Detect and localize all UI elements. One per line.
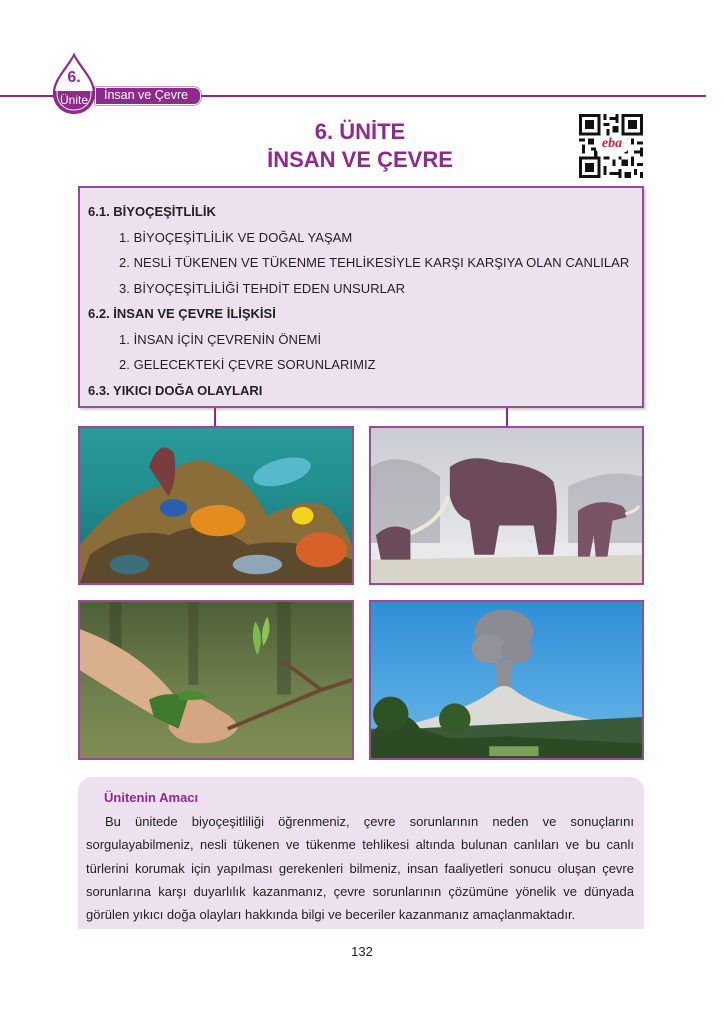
- aim-heading: Ünitenin Amacı: [104, 790, 199, 805]
- aim-paragraph: Bu ünitede biyoçeşitliliği öğrenmeniz, çevre sorunlarının neden ve sonuçlarını sorgulayabilmeniz, nesli tükenen ve tükenme tehlikesi altında bulunan canlıları ve bu canlı türlerini korumak için yapılması gerekenleri bilmeniz, insan faaliyetleri sonucu oluşan çevre sorunlarına karşı duyarlılık kazanmanız, çevre sorunlarının çözümüne yönelik ve dünyada görülen yıkıcı doğa olayları hakkında bilgi ve beceriler kazanmanız amaçlanmaktadır.: [86, 814, 634, 923]
- connector-line-left: [214, 408, 216, 427]
- unit-aim-box: [78, 777, 644, 929]
- title-line-topic: İNSAN VE ÇEVRE: [267, 147, 453, 172]
- title-line-unit: 6. ÜNİTE: [314, 119, 406, 144]
- volcano-image: [371, 602, 642, 758]
- coral-reef-image: [80, 428, 352, 583]
- section-heading: 6.2. İNSAN VE ÇEVRE İLİŞKİSİ: [88, 306, 276, 321]
- unit-badge: [51, 53, 97, 115]
- section-heading: 6.3. YIKICI DOĞA OLAYLARI: [88, 382, 263, 398]
- page-number: 132: [351, 944, 373, 959]
- subsection-item: 3. BİYOÇEŞİTLİLİĞİ TEHDİT EDEN UNSURLAR: [119, 280, 406, 296]
- section-heading: 6.1. BİYOÇEŞİTLİLİK: [88, 204, 216, 219]
- photo-hand-branch: [78, 600, 354, 760]
- unit-contents-box: [78, 186, 644, 408]
- eba-logo: eba: [596, 137, 628, 152]
- unit-number: 6.: [67, 69, 81, 86]
- connector-line-right: [506, 408, 508, 427]
- photo-volcano: [369, 600, 644, 760]
- subsection-item: 1. İNSAN İÇİN ÇEVRENİN ÖNEMİ: [119, 331, 322, 347]
- qr-code[interactable]: [579, 114, 643, 178]
- mammoths-image: [371, 428, 642, 583]
- page-title: [200, 118, 520, 174]
- subsection-item: 2. GELECEKTEKİ ÇEVRE SORUNLARIMIZ: [119, 357, 376, 372]
- hand-branch-image: [80, 602, 352, 758]
- photo-coral-reef: [78, 426, 354, 585]
- subsection-item: 2. NESLİ TÜKENEN VE TÜKENME TEHLİKESİYLE KARŞI KARŞIYA OLAN CANLILAR: [119, 255, 630, 270]
- unit-title-tab: İnsan ve Çevre: [95, 87, 201, 105]
- subsection-item: 1. BİYOÇEŞİTLİLİK VE DOĞAL YAŞAM: [119, 229, 353, 245]
- photo-mammoths: [369, 426, 644, 585]
- unit-label: Ünite: [59, 93, 88, 107]
